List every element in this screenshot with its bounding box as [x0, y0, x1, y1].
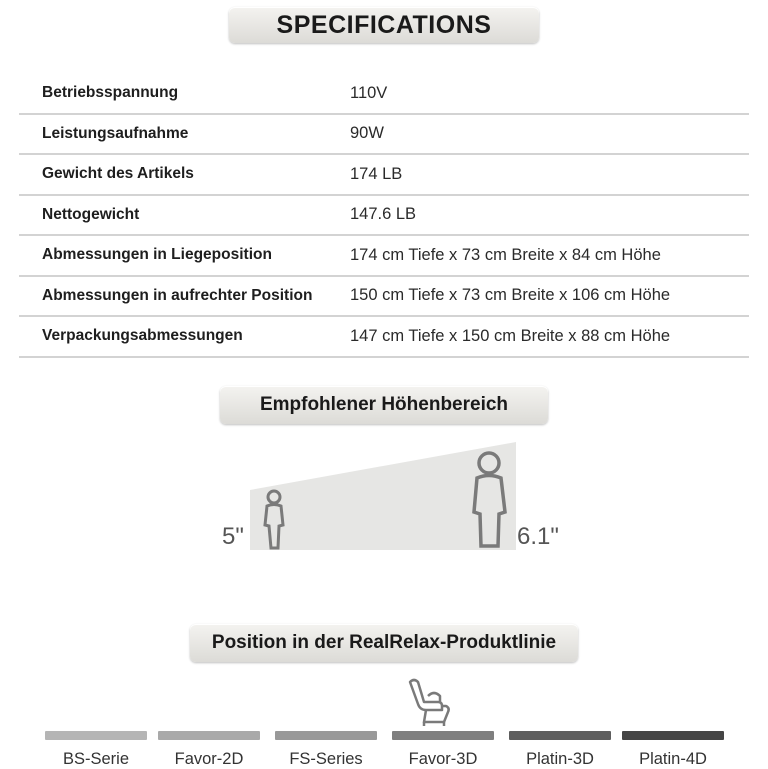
table-row	[19, 276, 749, 317]
series-label: Favor-2D	[174, 750, 244, 768]
series-label: Favor-3D	[408, 750, 478, 768]
specifications-table	[19, 74, 749, 358]
spec-value: 147.6 LB	[350, 195, 749, 236]
table-row	[19, 316, 749, 357]
series-bar	[158, 731, 260, 740]
min-height-label: 5"	[222, 523, 244, 550]
specifications-heading: SPECIFICATIONS	[229, 7, 539, 43]
table-row	[19, 154, 749, 195]
series-platin-4d	[622, 731, 724, 769]
series-bar	[392, 731, 494, 740]
series-bs-serie	[45, 731, 147, 769]
series-favor-2d	[158, 731, 260, 769]
spec-value: 174 LB	[350, 154, 749, 195]
series-favor-3d-current	[392, 731, 494, 769]
spec-label: Betriebsspannung	[19, 74, 350, 114]
series-label: Platin-4D	[639, 750, 707, 768]
spec-label: Nettogewicht	[19, 195, 350, 236]
spec-value: 150 cm Tiefe x 73 cm Breite x 106 cm Höhe	[350, 276, 749, 317]
spec-label: Abmessungen in aufrechter Position	[19, 276, 350, 317]
spec-value: 90W	[350, 114, 749, 155]
series-label: BS-Serie	[62, 750, 130, 768]
table-row	[19, 235, 749, 276]
spec-label: Verpackungsabmessungen	[19, 316, 350, 357]
product-line-scale	[0, 676, 768, 768]
series-platin-3d	[509, 731, 611, 769]
spec-label: Gewicht des Artikels	[19, 154, 350, 195]
table-row	[19, 195, 749, 236]
series-bar	[275, 731, 377, 740]
series-label: Platin-3D	[526, 750, 594, 768]
spec-label: Leistungsaufnahme	[19, 114, 350, 155]
height-range-graphic	[0, 430, 768, 560]
spec-value: 174 cm Tiefe x 73 cm Breite x 84 cm Höhe	[350, 235, 749, 276]
max-height-label: 6.1"	[517, 523, 559, 550]
spec-label: Abmessungen in Liegeposition	[19, 235, 350, 276]
series-bar	[509, 731, 611, 740]
spec-value: 110V	[350, 74, 749, 114]
table-row	[19, 114, 749, 155]
spec-value: 147 cm Tiefe x 150 cm Breite x 88 cm Höhe	[350, 316, 749, 357]
series-bar	[622, 731, 724, 740]
series-label: FS-Series	[289, 750, 363, 768]
table-row	[19, 74, 749, 114]
height-range-heading: Empfohlener Höhenbereich	[220, 386, 548, 424]
series-fs-series	[275, 731, 377, 769]
series-bar	[45, 731, 147, 740]
product-line-heading: Position in der RealRelax-Produktlinie	[190, 624, 578, 662]
massage-chair-icon	[404, 676, 456, 728]
